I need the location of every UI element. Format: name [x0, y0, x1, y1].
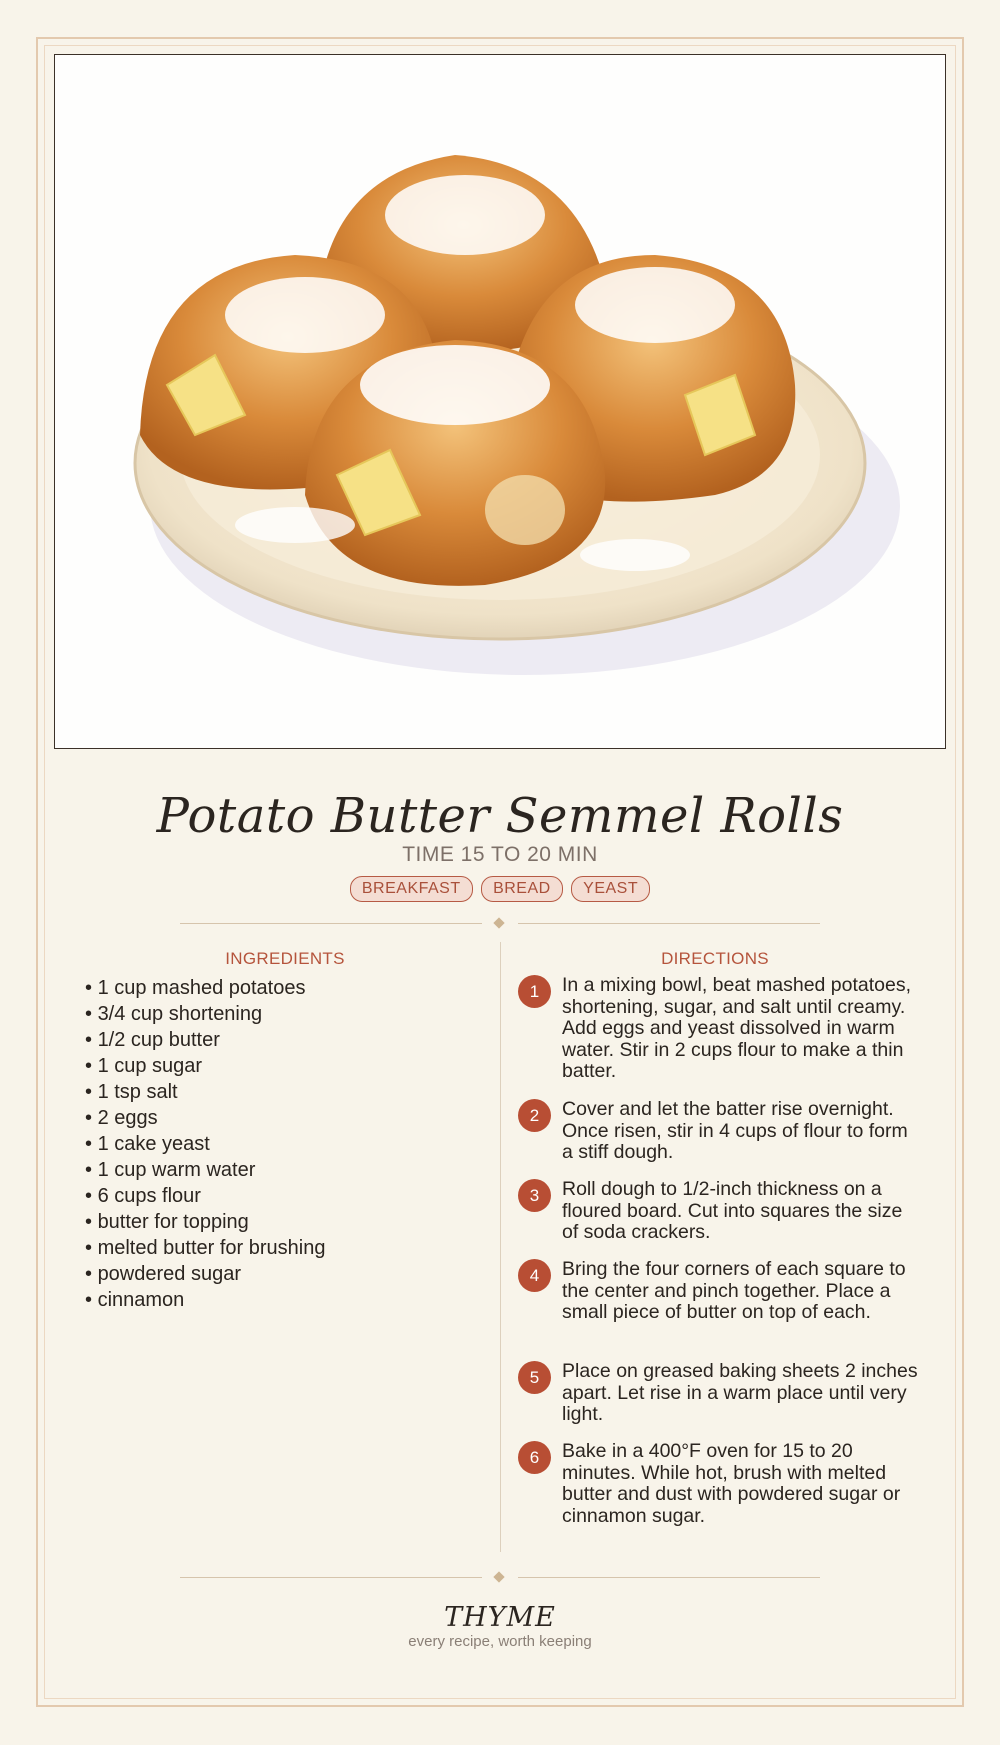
ingredient-item: • 1 tsp salt: [85, 1079, 465, 1105]
direction-step: [518, 1099, 918, 1165]
ingredients-list: [85, 975, 465, 1313]
direction-step: [518, 975, 918, 1085]
column-divider: [500, 942, 501, 1552]
direction-step: [518, 1441, 918, 1529]
directions-list: [518, 975, 918, 1543]
step-number-badge: 3: [518, 1179, 551, 1212]
cook-time: TIME 15 TO 20 MIN: [402, 843, 598, 866]
tag-yeast[interactable]: YEAST: [571, 876, 650, 902]
ingredients-heading: INGREDIENTS: [225, 949, 345, 968]
diamond-icon: [493, 917, 504, 928]
tag-bread[interactable]: BREAD: [481, 876, 563, 902]
divider-bottom: [180, 1572, 820, 1584]
step-number-badge: 5: [518, 1361, 551, 1394]
direction-step: [518, 1361, 918, 1427]
ingredient-item: • 6 cups flour: [85, 1183, 465, 1209]
step-text: Bring the four corners of each square to the center and pinch together. Place a small piece of butter on top of each.: [562, 1258, 906, 1323]
step-number-badge: 1: [518, 975, 551, 1008]
step-text: In a mixing bowl, beat mashed potatoes, shortening, sugar, and salt until creamy. Add eggs and yeast dissolved in warm water. Stir in 2 cups flour to make a thin batter.: [562, 974, 912, 1082]
ingredient-item: • 1 cake yeast: [85, 1131, 465, 1157]
step-number-badge: 4: [518, 1259, 551, 1292]
step-number-badge: 2: [518, 1099, 551, 1132]
step-text: Bake in a 400°F oven for 15 to 20 minutes. While hot, brush with melted butter and dust with powdered sugar or cinnamon sugar.: [562, 1440, 901, 1527]
ingredient-item: • butter for topping: [85, 1209, 465, 1235]
step-text: Roll dough to 1/2-inch thickness on a floured board. Cut into squares the size of soda crackers.: [562, 1178, 903, 1243]
directions-heading: DIRECTIONS: [661, 949, 769, 968]
tag-breakfast[interactable]: BREAKFAST: [350, 876, 473, 902]
recipe-title: Potato Butter Semmel Rolls: [156, 788, 844, 844]
diamond-icon: [493, 1571, 504, 1582]
ingredient-item: • 3/4 cup shortening: [85, 1001, 465, 1027]
ingredient-item: • 1 cup sugar: [85, 1053, 465, 1079]
divider-top: [180, 918, 820, 930]
tag-list: [0, 876, 1000, 902]
ingredient-item: • cinnamon: [85, 1287, 465, 1313]
ingredient-item: • melted butter for brushing: [85, 1235, 465, 1261]
step-text: Cover and let the batter rise overnight. Once risen, stir in 4 cups of flour to form a stiff dough.: [562, 1098, 908, 1163]
ingredient-item: • 1 cup warm water: [85, 1157, 465, 1183]
direction-step: [518, 1179, 918, 1245]
direction-step: [518, 1259, 918, 1347]
ingredient-item: • 1 cup mashed potatoes: [85, 975, 465, 1001]
step-text: Place on greased baking sheets 2 inches apart. Let rise in a warm place until very light.: [562, 1360, 918, 1425]
step-number-badge: 6: [518, 1441, 551, 1474]
brand-tagline: every recipe, worth keeping: [408, 1633, 592, 1650]
ingredient-item: • 2 eggs: [85, 1105, 465, 1131]
brand-logo: THYME: [444, 1602, 556, 1633]
ingredient-item: • 1/2 cup butter: [85, 1027, 465, 1053]
ingredient-item: • powdered sugar: [85, 1261, 465, 1287]
recipe-photo: [54, 54, 946, 749]
